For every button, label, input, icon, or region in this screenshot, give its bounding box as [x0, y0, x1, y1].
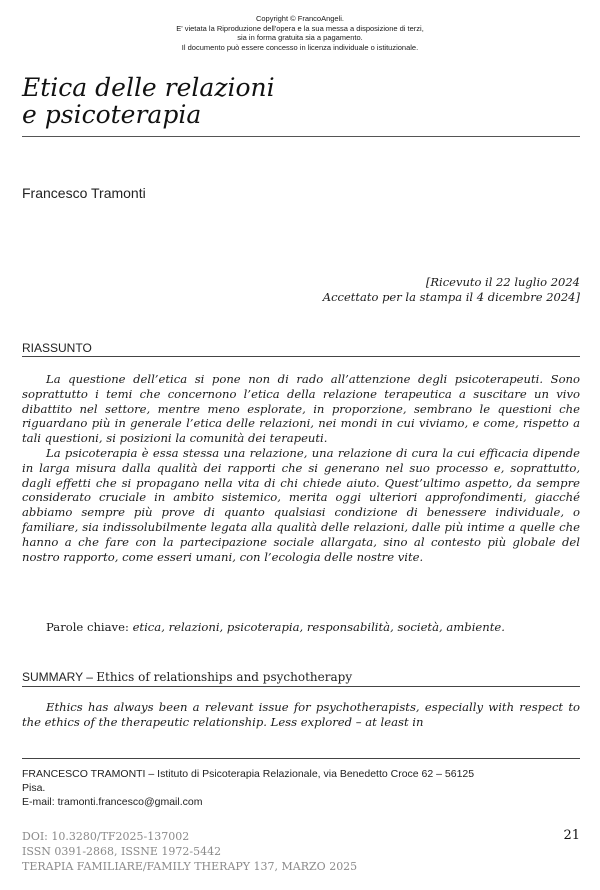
publication-info	[22, 829, 357, 874]
keywords-line	[46, 620, 586, 635]
riassunto-body	[22, 372, 580, 564]
author-name: Francesco Tramonti	[22, 185, 146, 201]
riassunto-paragraph: La questione dell’etica si pone non di rado all’attenzione degli psicoterapeuti. Sono soprattutto i temi che concernono l’etica della relazione terapeutica a suscitare un vivo dibattito nel settore, mentre meno esplorate, in proporzione, sembrano le questioni che riguardano più in generale l’etica delle relazioni, nei mondi in cui viviamo, e come, rispetto a tali questioni, si posizioni la comunità dei terapeuti.	[22, 372, 580, 446]
footnote-email: E-mail: tramonti.francesco@gmail.com	[22, 796, 203, 808]
title-line-1: Etica delle relazioni	[22, 73, 275, 102]
article-title	[22, 74, 402, 128]
keywords-list: etica, relazioni, psicoterapia, responsabilità, società, ambiente.	[132, 620, 505, 634]
copyright-line: E' vietata la Riproduzione dell'opera e la sua messa a disposizione di terzi,	[176, 23, 424, 33]
accepted-date: Accettato per la stampa il 4 dicembre 2024]	[322, 290, 580, 304]
author-footnote	[22, 767, 582, 809]
summary-label: SUMMARY	[22, 670, 83, 684]
riassunto-paragraph: La psicoterapia è essa stessa una relazione, una relazione di cura la cui efficacia dipende in larga misura dalla qualità dei rapporti che si generano nel suo processo e, soprattutto, dagli effetti che si propagano nella vita di chi chiede aiuto. Quest’ultimo aspetto, da sempre considerato cruciale in ambito sistemico, merita oggi ulteriori approfondimenti, giacché abbiamo sempre più prove di quanto qualsiasi condizione di benessere individuale, o familiare, sia indissolubilmente legata alla qualità delle relazioni, dalle più intime a quelle che hanno a che fare con la partecipazione sociale allargata, sino al contesto più globale del nostro rapporto, come esseri umani, con l’ecologia delle nostre vite.	[22, 445, 580, 564]
riassunto-heading: RIASSUNTO	[22, 341, 92, 355]
keywords-label: Parole chiave:	[46, 620, 129, 634]
summary-heading	[22, 670, 352, 684]
copyright-line: sia in forma gratuita sia a pagamento.	[237, 33, 363, 42]
title-line-2: e psicoterapia	[22, 100, 202, 129]
received-date: [Ricevuto il 22 luglio 2024	[425, 275, 580, 289]
footnote-city: Pisa.	[22, 782, 46, 794]
received-dates	[323, 275, 580, 305]
copyright-notice	[0, 14, 600, 52]
page-number: 21	[563, 828, 580, 843]
riassunto-divider	[22, 356, 580, 357]
title-divider	[22, 136, 580, 137]
summary-divider	[22, 686, 580, 687]
summary-paragraph: Ethics has always been a relevant issue for psychotherapists, especially with respect to the ethics of the therapeutic relationship. Less explored – at least in	[22, 700, 580, 729]
summary-separator: –	[86, 670, 93, 684]
footnote-affiliation: – Istituto di Psicoterapia Relazionale, via Benedetto Croce 62 – 56125	[148, 768, 475, 780]
footnote-author: FRANCESCO TRAMONTI	[22, 768, 146, 780]
copyright-line: Copyright © FrancoAngeli.	[255, 14, 345, 23]
issn: ISSN 0391-2868, ISSNE 1972-5442	[22, 845, 222, 858]
copyright-line: Il documento può essere concesso in licenza individuale o istituzionale.	[181, 42, 419, 52]
summary-body	[22, 700, 580, 730]
footnote-divider	[22, 758, 580, 759]
journal-issue: TERAPIA FAMILIARE/FAMILY THERAPY 137, MARZO 2025	[22, 860, 358, 873]
footnote-affiliation-line	[22, 767, 582, 781]
summary-title: Ethics of relationships and psychotherapy	[96, 670, 353, 684]
doi: DOI: 10.3280/TF2025-137002	[22, 830, 190, 843]
